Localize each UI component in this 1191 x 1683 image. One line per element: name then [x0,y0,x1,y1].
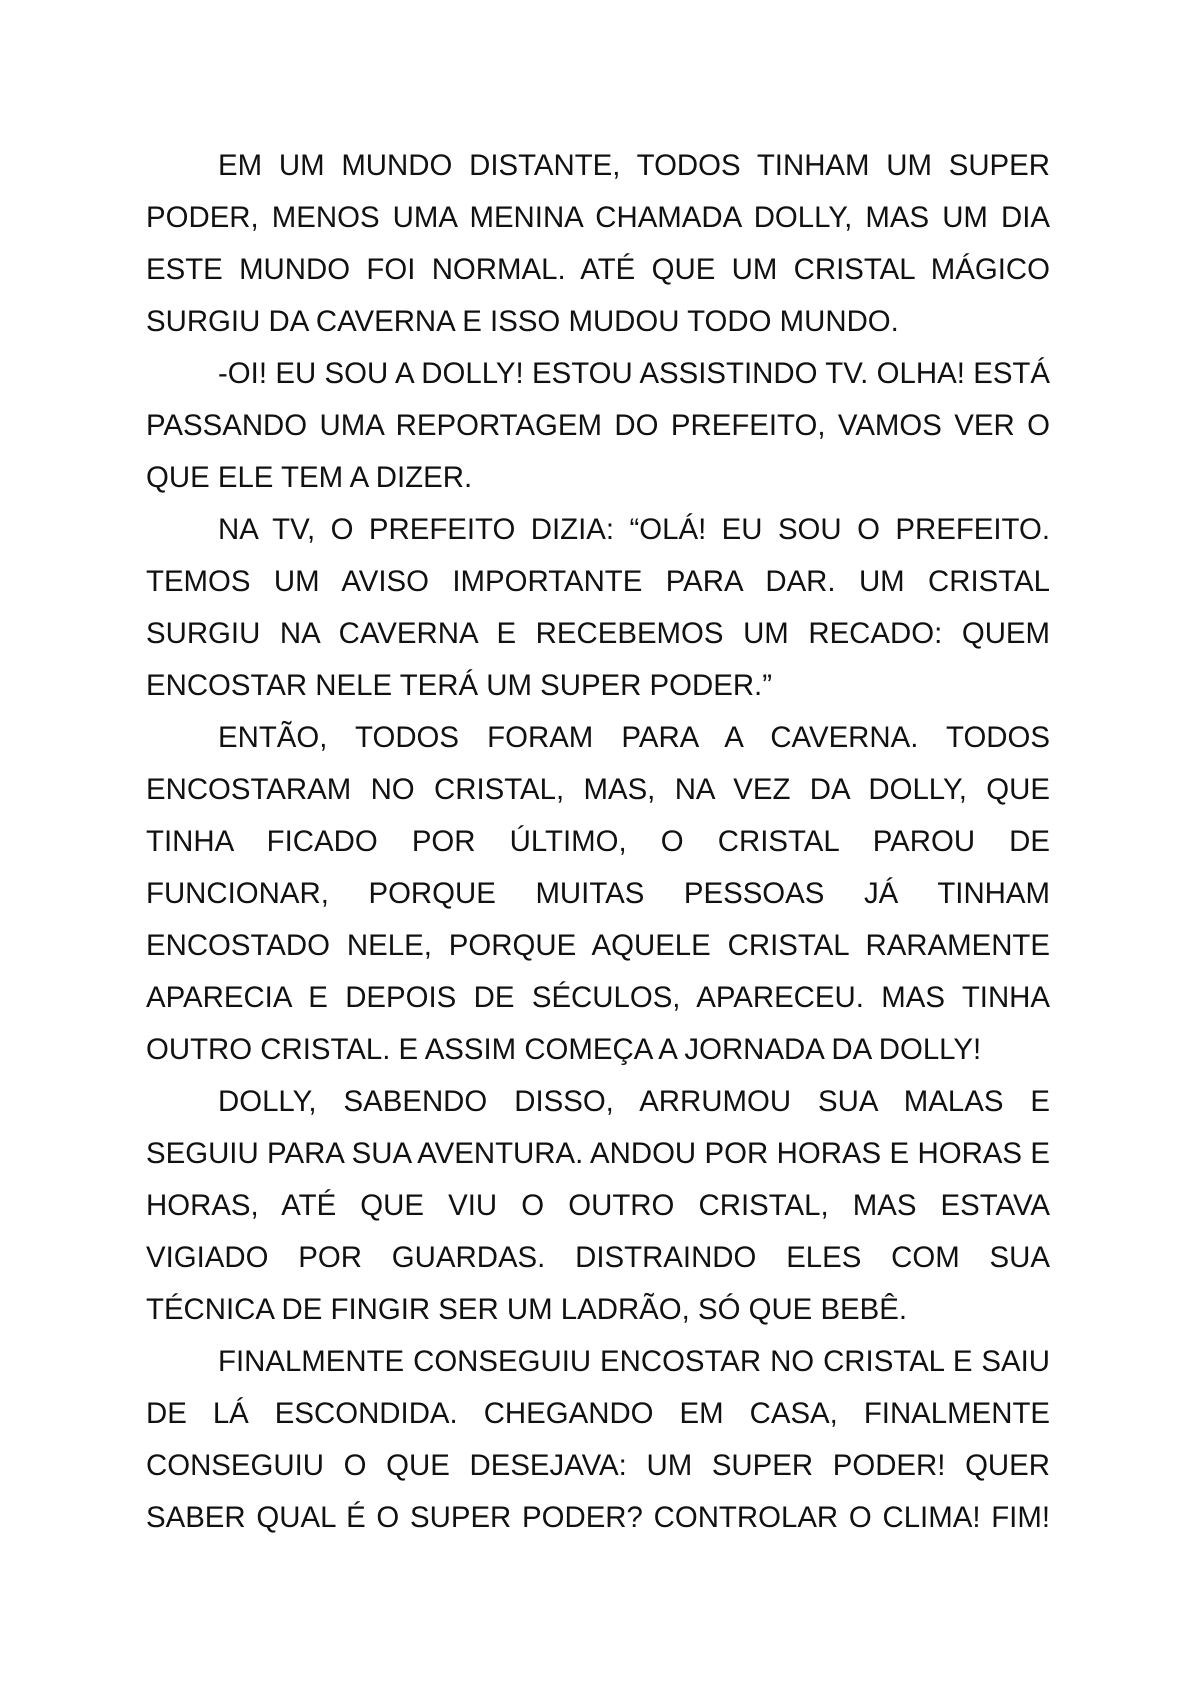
paragraph-5: DOLLY, SABENDO DISSO, ARRUMOU SUA MALAS E SEGUIU PARA SUA AVENTURA. ANDOU POR HORAS E HORAS E HORAS, ATÉ QUE VIU O OUTRO CRISTAL, MAS ESTAVA VIGIADO POR GUARDAS. DISTRAINDO ELES COM SUA TÉCNICA DE FINGIR SER UM LADRÃO, SÓ QUE BEBÊ. [146,1085,1050,1326]
paragraph-4: ENTÃO, TODOS FORAM PARA A CAVERNA. TODOS ENCOSTARAM NO CRISTAL, MAS, NA VEZ DA DOLLY, QUE TINHA FICADO POR ÚLTIMO, O CRISTAL PAROU DE FUNCIONAR, PORQUE MUITAS PESSOAS JÁ TINHAM ENCOSTADO NELE, PORQUE AQUELE CRISTAL RARAMENTE APARECIA E DEPOIS DE SÉCULOS, APARECEU. MAS TINHA OUTRO CRISTAL. E ASSIM COMEÇA A JORNADA DA DOLLY! [146,721,1050,1066]
paragraph-6: FINALMENTE CONSEGUIU ENCOSTAR NO CRISTAL E SAIU DE LÁ ESCONDIDA. CHEGANDO EM CASA, FINALMENTE CONSEGUIU O QUE DESEJAVA: UM SUPER PODER! QUER SABER QUAL É O SUPER PODER? CONTROLAR O CLIMA! FIM! [146,1345,1050,1534]
paragraph-3: NA TV, O PREFEITO DIZIA: “OLÁ! EU SOU O PREFEITO. TEMOS UM AVISO IMPORTANTE PARA DAR. UM CRISTAL SURGIU NA CAVERNA E RECEBEMOS UM RECADO: QUEM ENCOSTAR NELE TERÁ UM SUPER PODER.” [146,513,1050,702]
paragraph-1: EM UM MUNDO DISTANTE, TODOS TINHAM UM SUPER PODER, MENOS UMA MENINA CHAMADA DOLLY, MAS UM DIA ESTE MUNDO FOI NORMAL. ATÉ QUE UM CRISTAL MÁGICO SURGIU DA CAVERNA E ISSO MUDOU TODO MUNDO. [146,149,1050,338]
story-text [146,140,1050,1544]
paragraph-2: -OI! EU SOU A DOLLY! ESTOU ASSISTINDO TV. OLHA! ESTÁ PASSANDO UMA REPORTAGEM DO PREFEITO, VAMOS VER O QUE ELE TEM A DIZER. [146,357,1050,494]
